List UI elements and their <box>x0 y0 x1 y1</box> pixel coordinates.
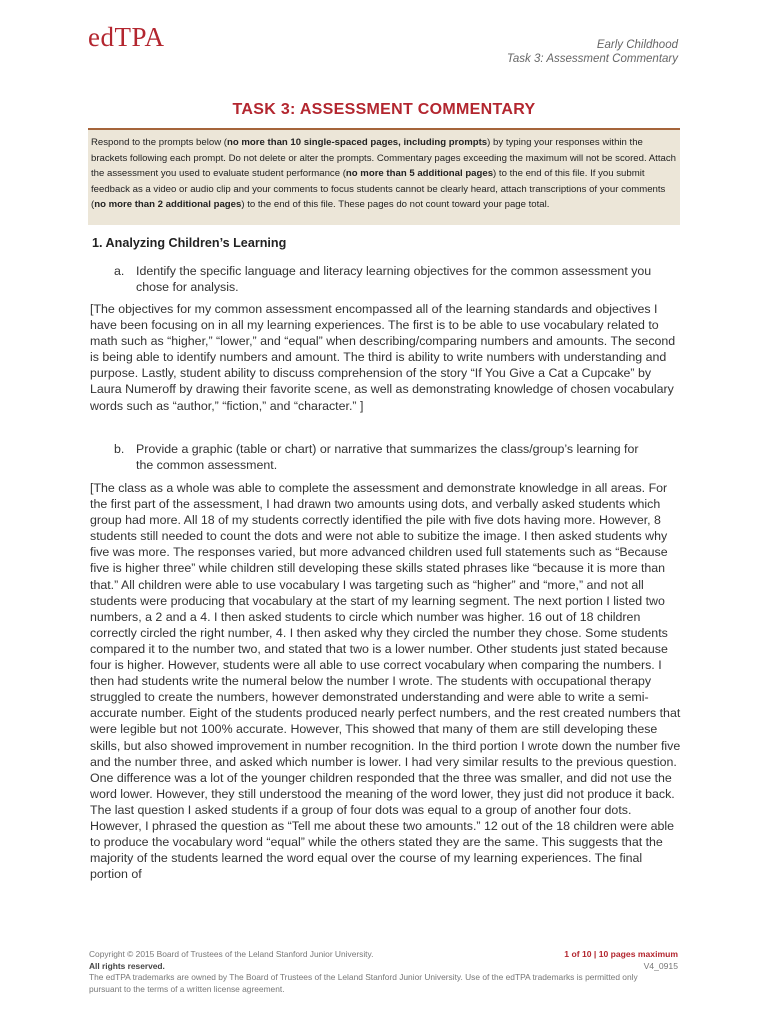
header-task: Task 3: Assessment Commentary <box>506 53 678 65</box>
instructions-bold-3: no more than 2 additional pages <box>94 199 242 211</box>
answer-a: [The objectives for my common assessment encompassed all of the learning standards and objectives I have been focusing on in all my learning experiences. The first is to be able to use vocabulary related to math such as “higher,” “lower,” and “equal” when describing/comparing numbers and amounts. The second is being able to identify numbers and amount. The third is ability to write numbers with understanding and purpose. Lastly, student ability to discuss comprehension of the story “If You Give a Cat a Cupcake” by Laura Numeroff by drawing their favorite scene, as well as demonstrating knowledge of chosen vocabulary words such as “author,” “fiction,” and “character.” ] <box>90 302 676 413</box>
header-subject: Early Childhood <box>596 39 678 51</box>
instructions-text-2: ) by typing your responses within the brackets following each prompt. Do not delete or alter the prompts. Commentary pages exceeding the maximum will not be scored. Attach the assessment you used to evaluate student performance ( <box>91 137 676 180</box>
instructions-bold-2: no more than 5 additional pages <box>345 168 494 180</box>
prompt-b-letter: b. <box>114 442 125 456</box>
prompt-a <box>114 263 674 297</box>
instructions-text-4: ) to the end of this file. These pages do not count toward your page total. <box>241 199 550 211</box>
footer-trademark: The edTPA trademarks are owned by The Board of Trustees of the Leland Stanford Junior University. Use of the edTPA trademarks is permitted only pursuant to the terms of a written license agreement. <box>89 972 638 994</box>
edtpa-logo: edTPA <box>88 22 165 52</box>
footer-copyright: Copyright © 2015 Board of Trustees of the Leland Stanford Junior University. <box>89 949 374 959</box>
instructions-text-1: Respond to the prompts below ( <box>91 137 227 148</box>
instructions-box <box>88 128 680 225</box>
version-label: V4_0915 <box>643 960 678 971</box>
prompt-a-text: Identify the specific language and literacy learning objectives for the common assessment you chose for analysis. <box>136 264 652 294</box>
running-header <box>507 38 678 66</box>
prompt-b <box>114 441 674 475</box>
footer-page-info <box>564 949 678 972</box>
instructions-bold-1: no more than 10 single-spaced pages, including prompts <box>227 137 488 148</box>
section-heading: 1. Analyzing Children’s Learning <box>92 236 287 250</box>
prompt-a-letter: a. <box>114 264 125 278</box>
instructions-text-3: ) to the end of this file. If you submit feedback as a video or audio clip and your comments to focus students cannot be clearly heard, attach transcriptions of your comments ( <box>91 168 666 211</box>
answer-b: [The class as a whole was able to complete the assessment and demonstrate knowledge in all areas. For the first part of the assessment, I had drawn two amounts using dots, and verbally asked students which group had more. All 18 of my students correctly identified the pile with five dots having more. However, 8 students still needed to count the dots and were not able to subitize the image. I then asked students why five was more. The responses varied, but more advanced children used full statements such as “Because five is higher three” while children still developing these skills stated phrases like “because it is more than that.” All children were able to use vocabulary I was targeting such as “higher” and “more,” and not all students were producing that vocabulary at the start of my learning segment. The next portion I listed two numbers, a 2 and a 4. I then asked students to circle which number was higher. 16 out of 18 children correctly circled the right number, 4. I then asked why they circled the number they chose. Some students compared it to the number two, and stated that two is a lower number. Other students just stated because four is higher. However, students were all able to use correct vocabulary when comparing the numbers. I then had students write the numeral below the number I wrote. The students with occupational therapy struggled to create the numbers, however demonstrated understanding and were able to write a semi-accurate number. Eight of the students produced nearly perfect numbers, and the rest created numbers that were legible but not 100% accurate. However, This showed that many of them are still developing these skills, but also showed improvement in number recognition. In the third portion I wrote down the number five and the number three, and asked which number is lower. I had very similar results to the previous question. One difference was a lot of the younger children responded that the three was smaller, and did not use the word lower. However, they still understood the meaning of the word lower, they just did not produce it back. The last question I asked students if a group of four dots was equal to a group of another four dots. However, I phrased the question as “Tell me about these two amounts.” 12 out of the 18 children were able to produce the vocabulary word “equal” while the others stated they are the same. This suggests that the majority of the students learned the word equal over the course of my learning experiences. The final portion of <box>90 481 681 882</box>
prompt-b-text: Provide a graphic (table or chart) or narrative that summarizes the class/group’s learning for the common assessment. <box>136 442 639 472</box>
footer-rights: All rights reserved. <box>89 960 165 971</box>
page-title: TASK 3: ASSESSMENT COMMENTARY <box>232 101 536 118</box>
page-count: 1 of 10 | 10 pages maximum <box>564 949 678 959</box>
